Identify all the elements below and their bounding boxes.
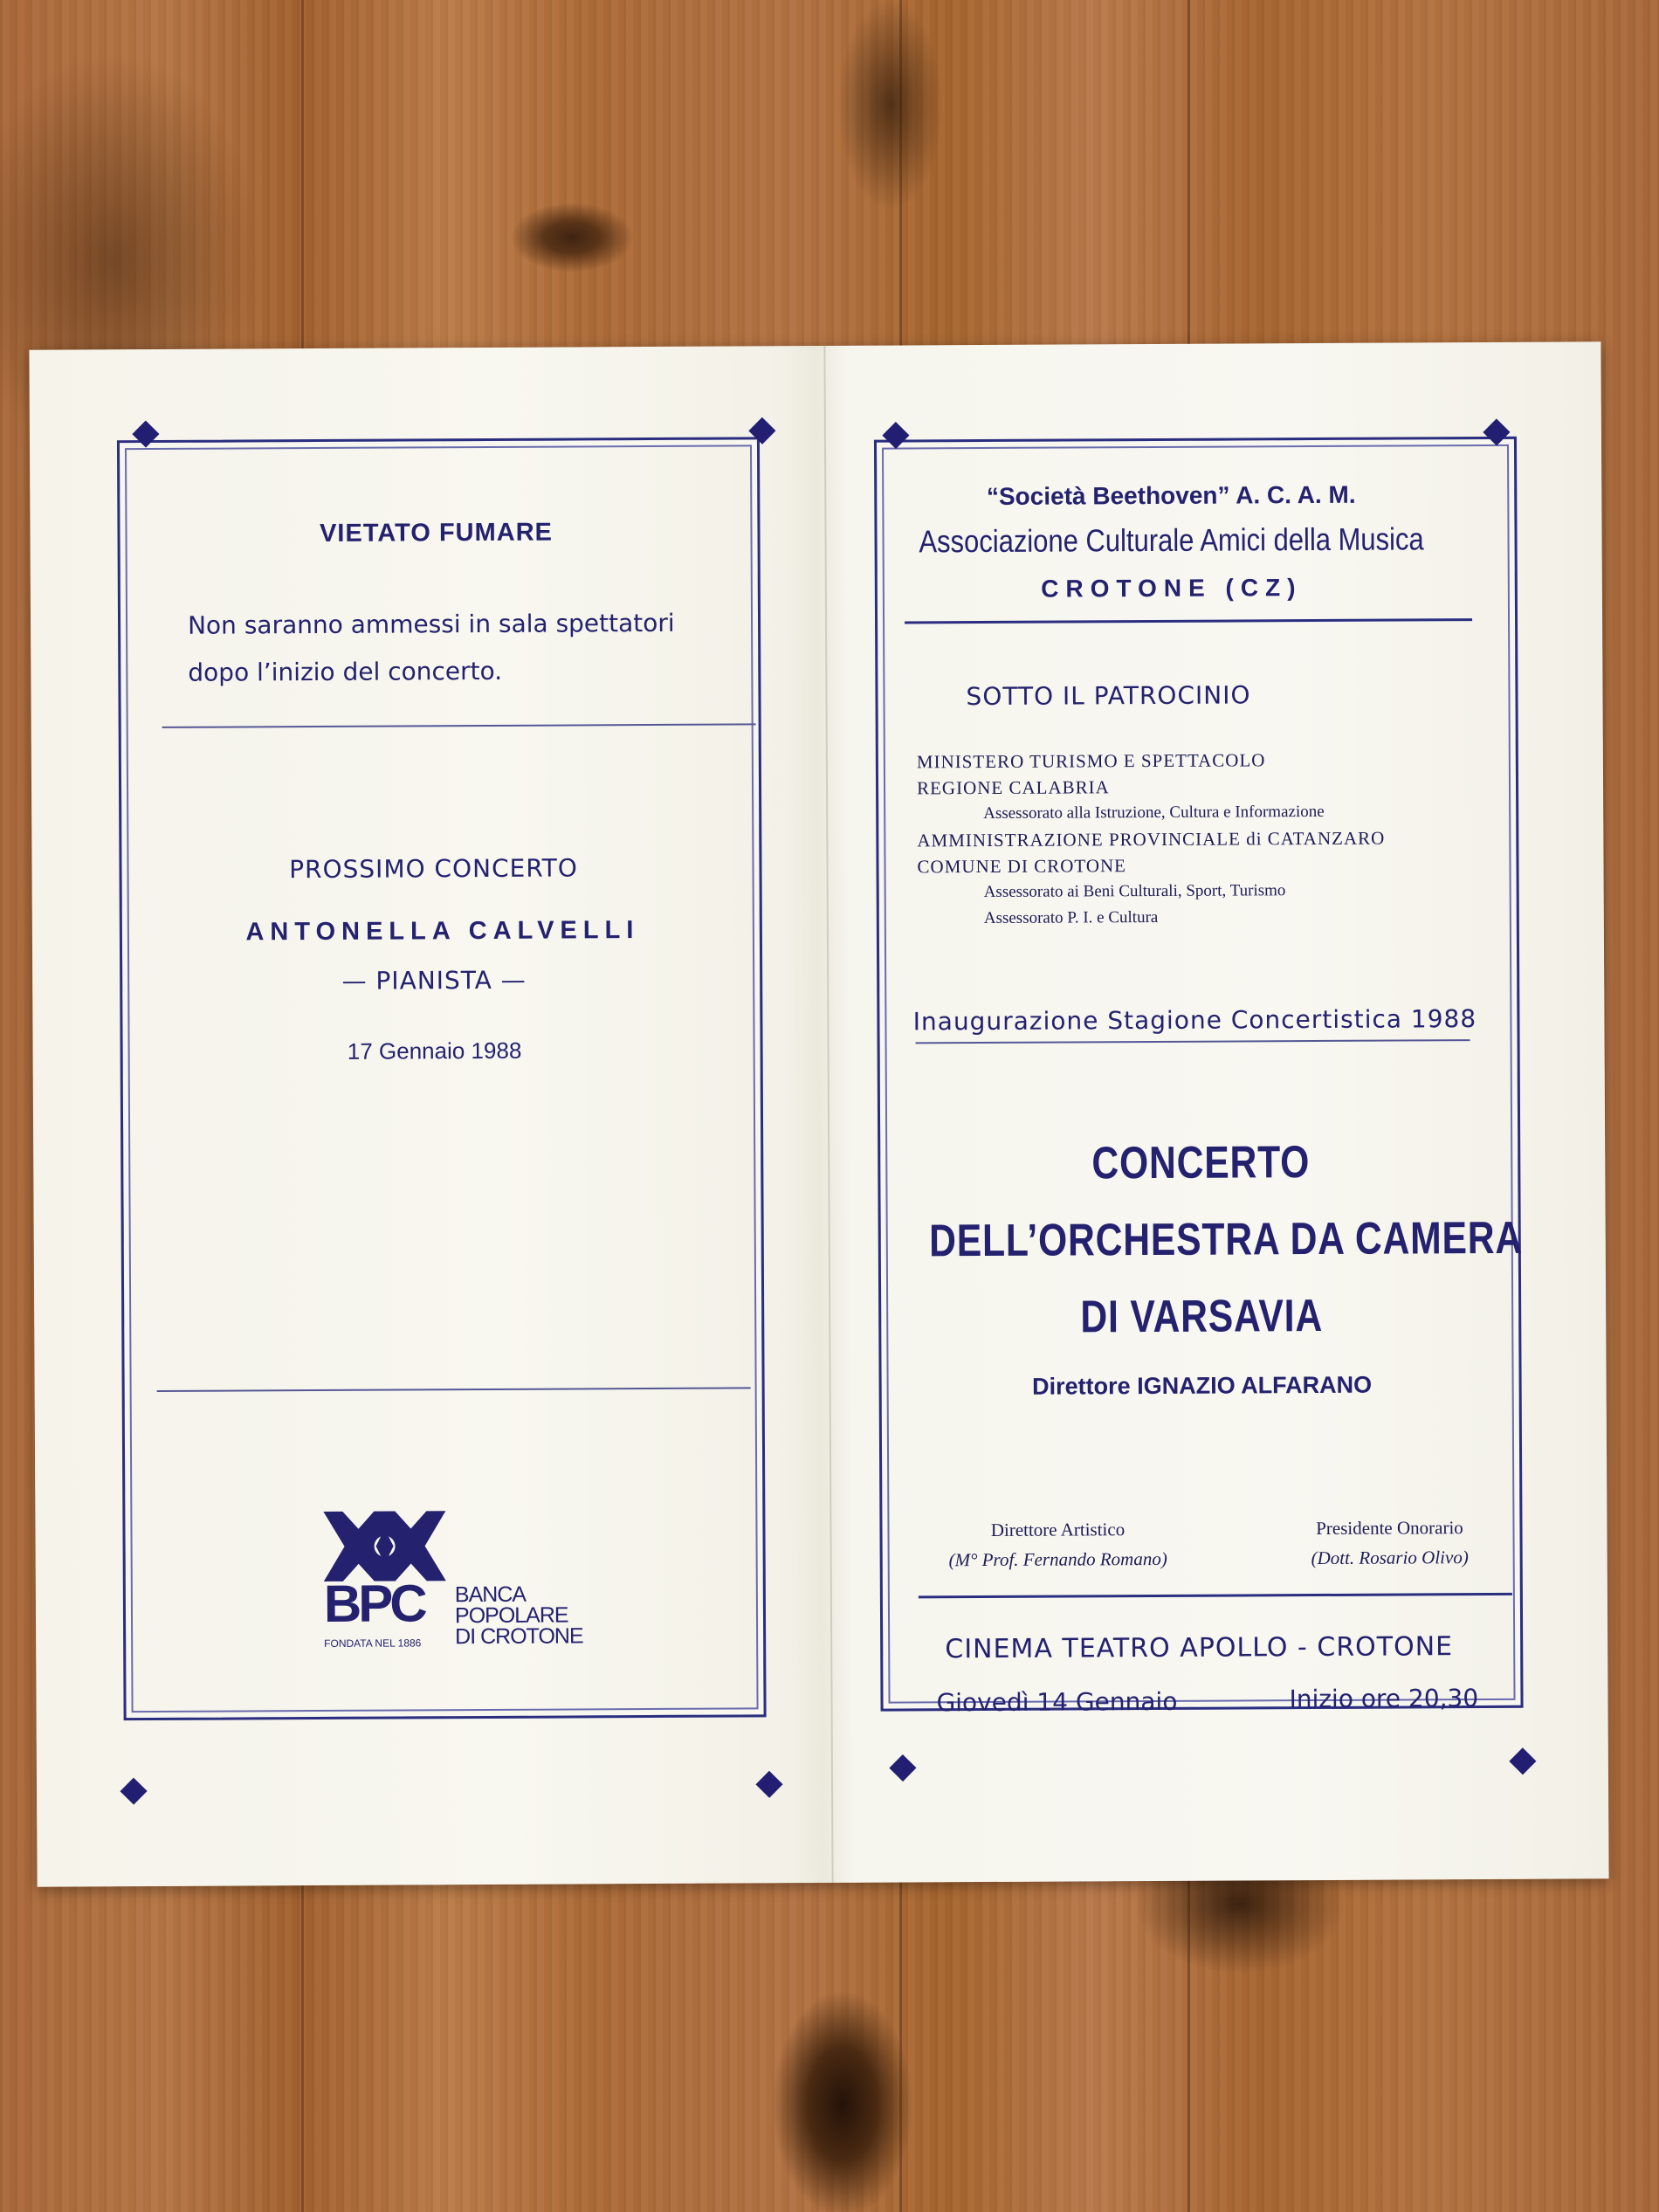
bank-name-line: BANCA: [454, 1581, 527, 1608]
artistic-director-label: Direttore Artistico: [990, 1519, 1126, 1540]
honorary-president-label: Presidente Onorario: [1316, 1517, 1463, 1540]
corner-diamond-icon: [889, 1754, 916, 1781]
association-name: Associazione Culturale Amici della Musica: [919, 520, 1424, 560]
patronage-entry: Assessorato ai Beni Culturali, Sport, Turismo: [983, 881, 1286, 902]
corner-diamond-icon: [1509, 1747, 1536, 1774]
back-panel: [29, 346, 832, 1887]
conductor: [871, 1371, 1534, 1402]
bank-name-line: POPOLARE: [454, 1602, 568, 1629]
patronage-entry: REGIONE CALABRIA: [916, 776, 1110, 799]
artistic-director: [918, 1514, 1197, 1575]
concert-title-line: CONCERTO: [1091, 1137, 1311, 1189]
bank-name-line: DI CROTONE: [455, 1623, 583, 1650]
society-name: “Società Beethoven” A. C. A. M.: [986, 480, 1356, 510]
corner-diamond-icon: [120, 1778, 147, 1805]
next-concert-role: — PIANISTA —: [341, 965, 527, 996]
honorary-president: [1267, 1513, 1511, 1573]
next-concert-label: PROSSIMO CONCERTO: [289, 853, 578, 885]
concert-day: Giovedì 14 Gennaio: [936, 1686, 1178, 1718]
patronage-entry: MINISTERO TURISMO E SPETTACOLO: [916, 749, 1266, 773]
corner-diamond-icon: [755, 1771, 782, 1798]
artistic-director-name: (M° Prof. Fernando Romano): [948, 1547, 1167, 1571]
conductor-label: Direttore: [1032, 1373, 1131, 1400]
concert-title: [928, 1123, 1524, 1356]
patronage-list: [917, 746, 1494, 932]
association-city: CROTONE (CZ): [1041, 574, 1303, 603]
bank-name: [454, 1581, 583, 1650]
bank-founded-text: FONDATA NEL 1886: [324, 1637, 422, 1650]
honorary-president-name: (Dott. Rosario Olivo): [1311, 1547, 1469, 1569]
concert-program-card: [29, 341, 1608, 1886]
concert-title-line: DELL’ORCHESTRA DA CAMERA: [929, 1212, 1524, 1267]
bank-emblem-icon: [323, 1509, 445, 1583]
patronage-entry: AMMINISTRAZIONE PROVINCIALE di CATANZARO: [917, 827, 1386, 851]
next-concert-artist: ANTONELLA CALVELLI: [245, 916, 640, 947]
no-smoking-heading: VIETATO FUMARE: [319, 518, 554, 548]
venue: CINEMA TEATRO APOLLO - CROTONE: [945, 1631, 1454, 1665]
conductor-name: IGNAZIO ALFARANO: [1137, 1371, 1373, 1400]
patronage-entry: Assessorato alla Istruzione, Cultura e Informazione: [983, 802, 1325, 823]
late-entry-notice: [188, 600, 730, 697]
patronage-entry: COMUNE DI CROTONE: [917, 855, 1127, 878]
concert-title-line: DI VARSAVIA: [1080, 1290, 1324, 1343]
notice-line: dopo l’inizio del concerto.: [188, 656, 503, 687]
patronage-heading: SOTTO IL PATROCINIO: [966, 680, 1251, 712]
bank-logo-letters: BPC: [323, 1574, 424, 1633]
notice-line: Non saranno ammessi in sala spettatori: [187, 608, 675, 640]
season-inauguration: Inaugurazione Stagione Concertistica 1988: [912, 1004, 1477, 1037]
bank-logo: [323, 1508, 612, 1658]
concert-start-time: Inizio ore 20,30: [1289, 1684, 1479, 1714]
patronage-entry: Assessorato P. I. e Cultura: [983, 907, 1159, 928]
front-panel: [824, 341, 1608, 1883]
next-concert-date: 17 Gennaio 1988: [347, 1037, 522, 1065]
